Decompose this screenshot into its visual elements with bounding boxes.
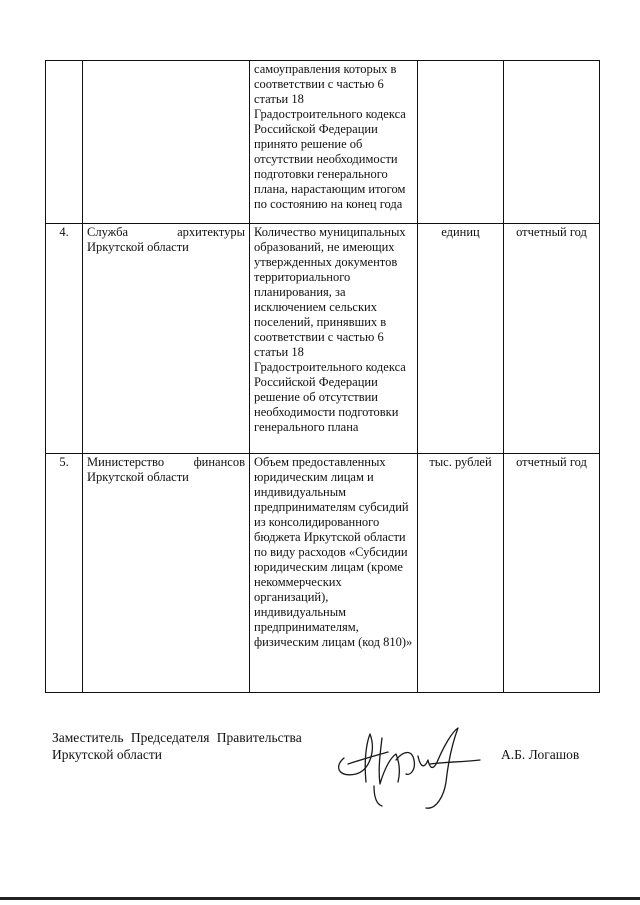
indicator-cell: Объем предоставленных юридическим лицам и индивидуальным предпринимателям субсидий из консолидированного бюджета Иркутской области по виду расходов «Субсидии юридическим лицам (кроме некоммерческих организаций), индивидуальным предпринимателям, физическим лицам (код 810)»: [250, 454, 418, 693]
indicator-cell: Количество муниципальных образований, не имеющих утвержденных документов территориального планирования, за исключением сельских поселений, принявших в соответствии с частью 6 статьи 18 Градостроительного кодекса Российской Федерации решение об отсутствии необходимости подготовки генерального плана: [250, 224, 418, 454]
organization-cell: Министерство финансов Иркутской области: [83, 454, 250, 693]
table-row: [46, 224, 600, 454]
row-number: [46, 61, 83, 224]
organization-cell: Служба архитектуры Иркутской области: [83, 224, 250, 454]
handwritten-signature: [330, 720, 490, 815]
period-cell: отчетный год: [504, 224, 600, 454]
table-row: [46, 61, 600, 224]
unit-cell: [418, 61, 504, 224]
row-number: 5.: [46, 454, 83, 693]
unit-cell: тыс. рублей: [418, 454, 504, 693]
signatory-name: А.Б. Логашов: [501, 747, 580, 762]
period-cell: отчетный год: [504, 454, 600, 693]
unit-cell: единиц: [418, 224, 504, 454]
period-cell: [504, 61, 600, 224]
organization-cell: [83, 61, 250, 224]
row-number: 4.: [46, 224, 83, 454]
signatory-position: [52, 729, 302, 763]
page-edge-rule: [0, 897, 640, 900]
indicator-cell: самоуправления которых в соответствии с частью 6 статьи 18 Градостроительного кодекса Российской Федерации принято решение об отсутствии необходимости подготовки генерального плана, нарастающим итогом по состоянию на конец года: [250, 61, 418, 224]
indicators-table: [45, 60, 600, 693]
position-line-1: Заместитель Председателя Правительства: [52, 730, 302, 745]
table-row: [46, 454, 600, 693]
position-line-2: Иркутской области: [52, 747, 163, 762]
